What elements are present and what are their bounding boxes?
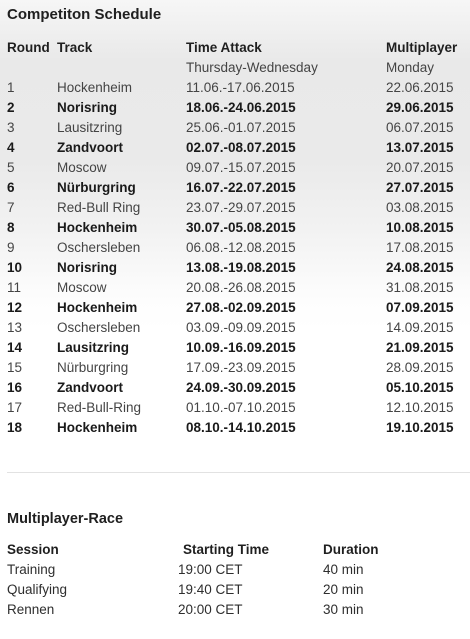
multiplayer-race-title: Multiplayer-Race bbox=[7, 511, 124, 527]
time-attack-cell: 10.09.-16.09.2015 bbox=[186, 340, 296, 355]
table-row bbox=[0, 418, 470, 438]
multiplayer-date-cell: 14.09.2015 bbox=[386, 320, 454, 335]
time-attack-cell: 13.08.-19.08.2015 bbox=[186, 260, 296, 275]
time-attack-cell: 08.10.-14.10.2015 bbox=[186, 420, 296, 435]
schedule-header-row bbox=[0, 38, 470, 58]
time-attack-cell: 24.09.-30.09.2015 bbox=[186, 380, 296, 395]
table-row bbox=[0, 398, 470, 418]
time-attack-cell: 03.09.-09.09.2015 bbox=[186, 320, 296, 335]
round-cell: 11 bbox=[7, 280, 22, 295]
time-attack-cell: 18.06.-24.06.2015 bbox=[186, 100, 296, 115]
round-cell: 16 bbox=[7, 380, 23, 395]
table-row bbox=[0, 600, 470, 620]
multiplayer-date-cell: 12.10.2015 bbox=[386, 400, 454, 415]
multiplayer-date-cell: 06.07.2015 bbox=[386, 120, 454, 135]
table-row bbox=[0, 338, 470, 358]
round-cell: 18 bbox=[7, 420, 23, 435]
track-cell: Hockenheim bbox=[57, 420, 138, 435]
round-cell: 5 bbox=[7, 160, 15, 175]
round-cell: 2 bbox=[7, 100, 15, 115]
multiplayer-date-cell: 31.08.2015 bbox=[386, 280, 454, 295]
track-cell: Nürburgring bbox=[57, 360, 129, 375]
starting-time-cell: 20:00 CET bbox=[178, 602, 243, 617]
table-row bbox=[0, 118, 470, 138]
track-cell: Norisring bbox=[57, 260, 118, 275]
header-round: Round bbox=[7, 40, 50, 55]
track-cell: Hockenheim bbox=[57, 300, 138, 315]
round-cell: 13 bbox=[7, 320, 23, 335]
round-cell: 10 bbox=[7, 260, 23, 275]
track-cell: Zandvoort bbox=[57, 140, 123, 155]
header-session: Session bbox=[7, 542, 59, 557]
time-attack-cell: 23.07.-29.07.2015 bbox=[186, 200, 296, 215]
time-attack-cell: 06.08.-12.08.2015 bbox=[186, 240, 296, 255]
table-row bbox=[0, 298, 470, 318]
track-cell: Zandvoort bbox=[57, 380, 123, 395]
time-attack-cell: 02.07.-08.07.2015 bbox=[186, 140, 296, 155]
round-cell: 6 bbox=[7, 180, 15, 195]
multiplayer-date-cell: 22.06.2015 bbox=[386, 80, 454, 95]
time-attack-cell: 11.06.-17.06.2015 bbox=[186, 80, 295, 95]
session-cell: Qualifying bbox=[7, 582, 68, 597]
header-track: Track bbox=[57, 40, 93, 55]
time-attack-cell: 01.10.-07.10.2015 bbox=[186, 400, 296, 415]
multiplayer-race-table bbox=[0, 540, 470, 620]
schedule-rows bbox=[0, 78, 470, 438]
table-row bbox=[0, 560, 470, 580]
multiplayer-date-cell: 20.07.2015 bbox=[386, 160, 454, 175]
multiplayer-header-row bbox=[0, 540, 470, 560]
duration-cell: 30 min bbox=[323, 602, 364, 617]
round-cell: 14 bbox=[7, 340, 23, 355]
track-cell: Hockenheim bbox=[57, 220, 138, 235]
track-cell: Moscow bbox=[57, 280, 107, 295]
round-cell: 9 bbox=[7, 240, 15, 255]
starting-time-cell: 19:40 CET bbox=[178, 582, 243, 597]
schedule-subheader-row bbox=[0, 58, 470, 78]
time-attack-cell: 30.07.-05.08.2015 bbox=[186, 220, 296, 235]
table-row bbox=[0, 218, 470, 238]
time-attack-cell: 17.09.-23.09.2015 bbox=[186, 360, 296, 375]
round-cell: 1 bbox=[7, 80, 15, 95]
track-cell: Lausitzring bbox=[57, 340, 130, 355]
table-row bbox=[0, 378, 470, 398]
track-cell: Norisring bbox=[57, 100, 118, 115]
time-attack-cell: 25.06.-01.07.2015 bbox=[186, 120, 296, 135]
section-divider bbox=[7, 472, 470, 473]
multiplayer-date-cell: 17.08.2015 bbox=[386, 240, 454, 255]
header-duration: Duration bbox=[323, 542, 379, 557]
multiplayer-date-cell: 29.06.2015 bbox=[386, 100, 454, 115]
table-row bbox=[0, 238, 470, 258]
track-cell: Oschersleben bbox=[57, 240, 141, 255]
track-cell: Nürburgring bbox=[57, 180, 136, 195]
session-cell: Training bbox=[7, 562, 56, 577]
table-row bbox=[0, 580, 470, 600]
round-cell: 4 bbox=[7, 140, 15, 155]
round-cell: 17 bbox=[7, 400, 23, 415]
table-row bbox=[0, 258, 470, 278]
multiplayer-date-cell: 10.08.2015 bbox=[386, 220, 454, 235]
multiplayer-date-cell: 07.09.2015 bbox=[386, 300, 454, 315]
table-row bbox=[0, 158, 470, 178]
round-cell: 3 bbox=[7, 120, 15, 135]
table-row bbox=[0, 78, 470, 98]
round-cell: 12 bbox=[7, 300, 23, 315]
table-row bbox=[0, 278, 470, 298]
multiplayer-date-cell: 03.08.2015 bbox=[386, 200, 454, 215]
subheader-time-attack: Thursday-Wednesday bbox=[186, 60, 318, 75]
track-cell: Red-Bull Ring bbox=[57, 200, 141, 215]
table-row bbox=[0, 358, 470, 378]
time-attack-cell: 16.07.-22.07.2015 bbox=[186, 180, 296, 195]
multiplayer-date-cell: 21.09.2015 bbox=[386, 340, 454, 355]
header-starting-time: Starting Time bbox=[183, 542, 270, 557]
duration-cell: 20 min bbox=[323, 582, 364, 597]
session-cell: Rennen bbox=[7, 602, 55, 617]
multiplayer-date-cell: 05.10.2015 bbox=[386, 380, 454, 395]
multiplayer-date-cell: 24.08.2015 bbox=[386, 260, 454, 275]
table-row bbox=[0, 138, 470, 158]
track-cell: Oschersleben bbox=[57, 320, 141, 335]
multiplayer-date-cell: 27.07.2015 bbox=[386, 180, 454, 195]
header-time-attack: Time Attack bbox=[186, 40, 262, 55]
time-attack-cell: 20.08.-26.08.2015 bbox=[186, 280, 296, 295]
track-cell: Lausitzring bbox=[57, 120, 123, 135]
table-row bbox=[0, 98, 470, 118]
table-row bbox=[0, 178, 470, 198]
multiplayer-date-cell: 13.07.2015 bbox=[386, 140, 454, 155]
schedule-table bbox=[0, 38, 470, 438]
time-attack-cell: 27.08.-02.09.2015 bbox=[186, 300, 296, 315]
table-row bbox=[0, 198, 470, 218]
track-cell: Red-Bull-Ring bbox=[57, 400, 142, 415]
header-multiplayer: Multiplayer bbox=[386, 40, 458, 55]
track-cell: Hockenheim bbox=[57, 80, 133, 95]
duration-cell: 40 min bbox=[323, 562, 364, 577]
multiplayer-date-cell: 28.09.2015 bbox=[386, 360, 454, 375]
starting-time-cell: 19:00 CET bbox=[178, 562, 243, 577]
round-cell: 15 bbox=[7, 360, 23, 375]
round-cell: 7 bbox=[7, 200, 15, 215]
schedule-title: Competiton Schedule bbox=[7, 6, 162, 23]
track-cell: Moscow bbox=[57, 160, 107, 175]
multiplayer-date-cell: 19.10.2015 bbox=[386, 420, 454, 435]
subheader-multiplayer: Monday bbox=[386, 60, 435, 75]
time-attack-cell: 09.07.-15.07.2015 bbox=[186, 160, 296, 175]
round-cell: 8 bbox=[7, 220, 15, 235]
multiplayer-rows bbox=[0, 560, 470, 620]
table-row bbox=[0, 318, 470, 338]
